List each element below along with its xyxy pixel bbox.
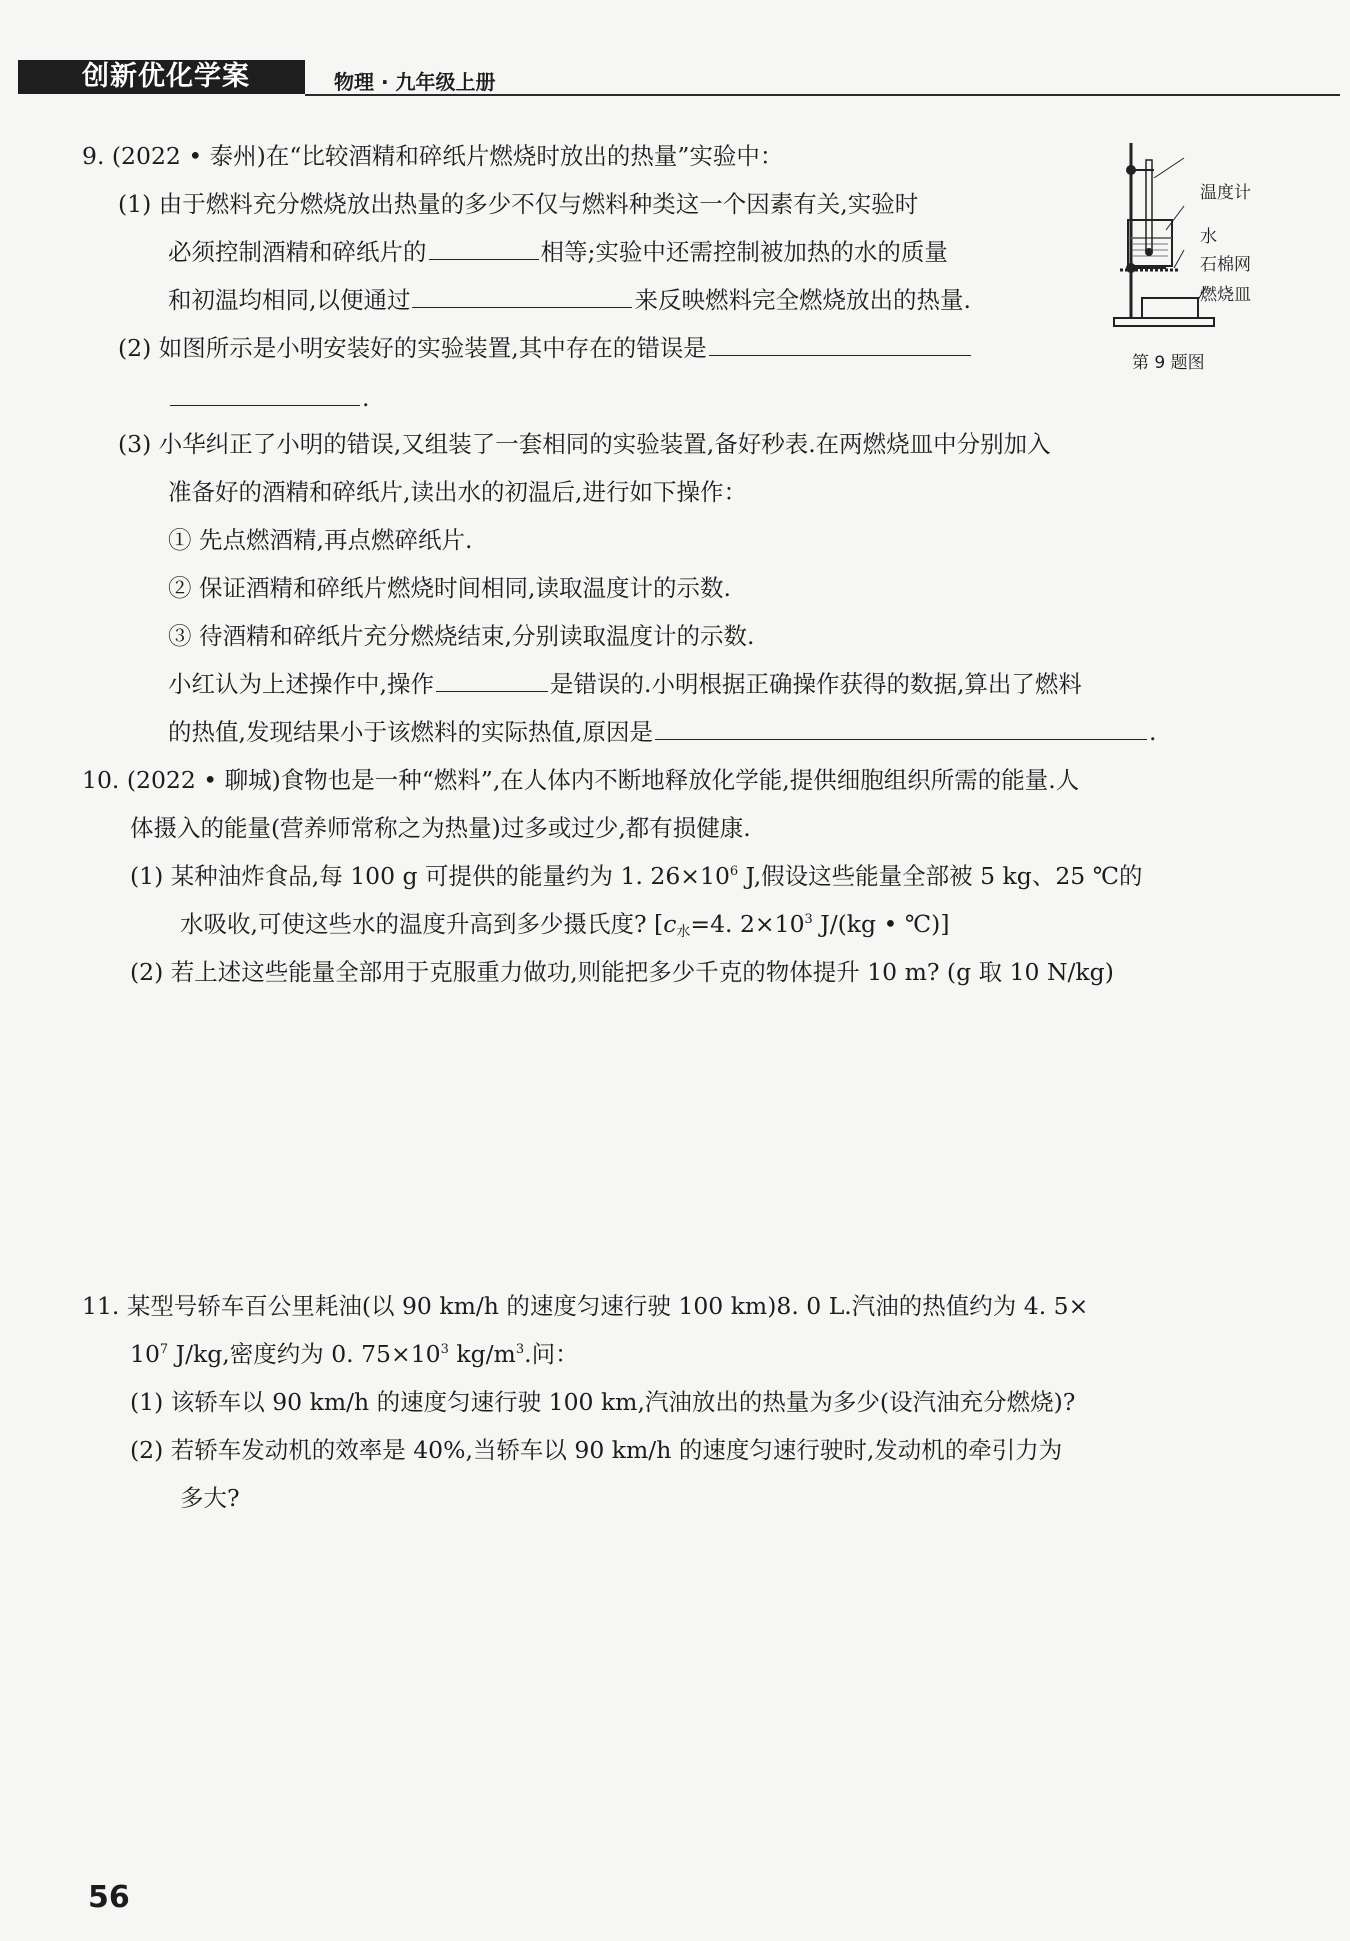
q9-apparatus-figure [1104, 138, 1266, 374]
q10-part1-line1 [130, 860, 1143, 892]
q10-line2: 体摄入的能量(营养师常称之为热量)过多或过少,都有损健康. [130, 814, 751, 842]
q11-text-b: J/kg,密度约为 0. 75×10 [168, 1340, 441, 1368]
q9-part3-line1: (3) 小华纠正了小明的错误,又组装了一套相同的实验装置,备好秒表.在两燃烧皿中分别加入 [118, 430, 1051, 458]
q11-text-c: kg/m [448, 1340, 516, 1368]
label-water: 水 [1200, 227, 1217, 247]
answer-blank-6[interactable] [655, 717, 1147, 740]
label-burning-dish: 燃烧皿 [1200, 285, 1251, 305]
q10-part2: (2) 若上述这些能量全部用于克服重力做功,则能把多少千克的物体提升 10 m? (g 取 10 N/kg) [130, 958, 1114, 986]
q10-part1-text-d: =4. 2×10 [690, 910, 805, 938]
q10-line1: 10. (2022 • 聊城)食物也是一种“燃料”,在人体内不断地释放化学能,提供细胞组织所需的能量.人 [82, 766, 1080, 794]
answer-blank-2[interactable] [412, 285, 632, 308]
page-header [18, 56, 1340, 98]
answer-blank-3[interactable] [709, 333, 971, 356]
q10-c-subscript: 水 [676, 924, 691, 940]
q9-step2: ② 保证酒精和碎纸片燃烧时间相同,读取温度计的示数. [168, 574, 731, 602]
q9-part1-line2 [168, 236, 948, 268]
q10-part1-text-b: J,假设这些能量全部被 5 kg、25 ℃的 [738, 862, 1143, 890]
apparatus-diagram [1104, 138, 1266, 338]
q11-text-a: 10 [130, 1340, 160, 1368]
q11-exponent-1: 7 [159, 1342, 169, 1357]
q10-exponent: 6 [729, 864, 739, 879]
q9-part1-line1: (1) 由于燃料充分燃烧放出热量的多少不仅与燃料种类这一个因素有关,实验时 [118, 190, 919, 218]
q9-part3-text-b: 是错误的.小明根据正确操作获得的数据,算出了燃料 [549, 670, 1082, 698]
q9-part1-text-d: 来反映燃料完全燃烧放出的热量. [634, 286, 971, 314]
q10-exponent-2: 3 [804, 912, 813, 927]
q9-part3-line2: 准备好的酒精和碎纸片,读出水的初温后,进行如下操作： [168, 478, 747, 506]
q10-part1-text-e: J/(kg • ℃)] [812, 910, 950, 938]
label-asbestos-gauze: 石棉网 [1200, 255, 1251, 275]
q9-part2-line2 [168, 382, 369, 414]
page-number: 56 [88, 1880, 130, 1915]
answer-blank-5[interactable] [436, 669, 548, 692]
q10-c-symbol: c [663, 910, 677, 938]
q11-exponent-2: 3 [440, 1342, 449, 1357]
label-thermometer: 温度计 [1200, 183, 1251, 203]
q11-line1: 11. 某型号轿车百公里耗油(以 90 km/h 的速度匀速行驶 100 km)8. 0 L.汽油的热值约为 4. 5× [82, 1292, 1089, 1320]
q9-part3-line7 [168, 716, 1156, 748]
q9-part3-end: . [1148, 718, 1157, 746]
q11-text-d: .问： [524, 1340, 579, 1368]
q9-part3-text-c: 的热值,发现结果小于该燃料的实际热值,原因是 [168, 718, 653, 746]
figure-caption: 第 9 题图 [1132, 353, 1205, 373]
q11-part1: (1) 该轿车以 90 km/h 的速度匀速行驶 100 km,汽油放出的热量为多少(设汽油充分燃烧)? [130, 1388, 1076, 1416]
q9-part2-end: . [362, 384, 370, 412]
header-rule [305, 94, 1340, 96]
q10-part1-text-a: (1) 某种油炸食品,每 100 g 可提供的能量约为 1. 26×10 [130, 862, 730, 890]
q9-part1-text-a: 必须控制酒精和碎纸片的 [168, 238, 427, 266]
brand-logo: 创新优化学案 [18, 60, 305, 94]
q9-part3-line6 [168, 668, 1082, 700]
q9-part1-line3 [168, 284, 971, 316]
q9-part1-text-b: 相等;实验中还需控制被加热的水的质量 [540, 238, 948, 266]
answer-blank-1[interactable] [429, 237, 539, 260]
answer-blank-4[interactable] [170, 383, 360, 406]
q10-part1-text-c: 水吸收,可使这些水的温度升高到多少摄氏度? [ [180, 910, 664, 938]
q9-step1: ① 先点燃酒精,再点燃碎纸片. [168, 526, 473, 554]
q9-part1-text-c: 和初温均相同,以便通过 [168, 286, 411, 314]
q11-exponent-3: 3 [515, 1342, 525, 1357]
q11-line2 [130, 1338, 579, 1370]
q9-part2-text: (2) 如图所示是小明安装好的实验装置,其中存在的错误是 [118, 334, 707, 362]
q10-part1-line2 [180, 908, 950, 940]
subject-title: 物理 · 九年级上册 [334, 70, 496, 94]
q9-part3-text-a: 小红认为上述操作中,操作 [168, 670, 434, 698]
q11-part2-line2: 多大? [180, 1484, 240, 1512]
q9-step3: ③ 待酒精和碎纸片充分燃烧结束,分别读取温度计的示数. [168, 622, 755, 650]
q9-title: 9. (2022 • 泰州)在“比较酒精和碎纸片燃烧时放出的热量”实验中： [82, 142, 784, 170]
q11-part2-line1: (2) 若轿车发动机的效率是 40%,当轿车以 90 km/h 的速度匀速行驶时,发动机的牵引力为 [130, 1436, 1063, 1464]
q9-part2-line1 [118, 332, 973, 364]
